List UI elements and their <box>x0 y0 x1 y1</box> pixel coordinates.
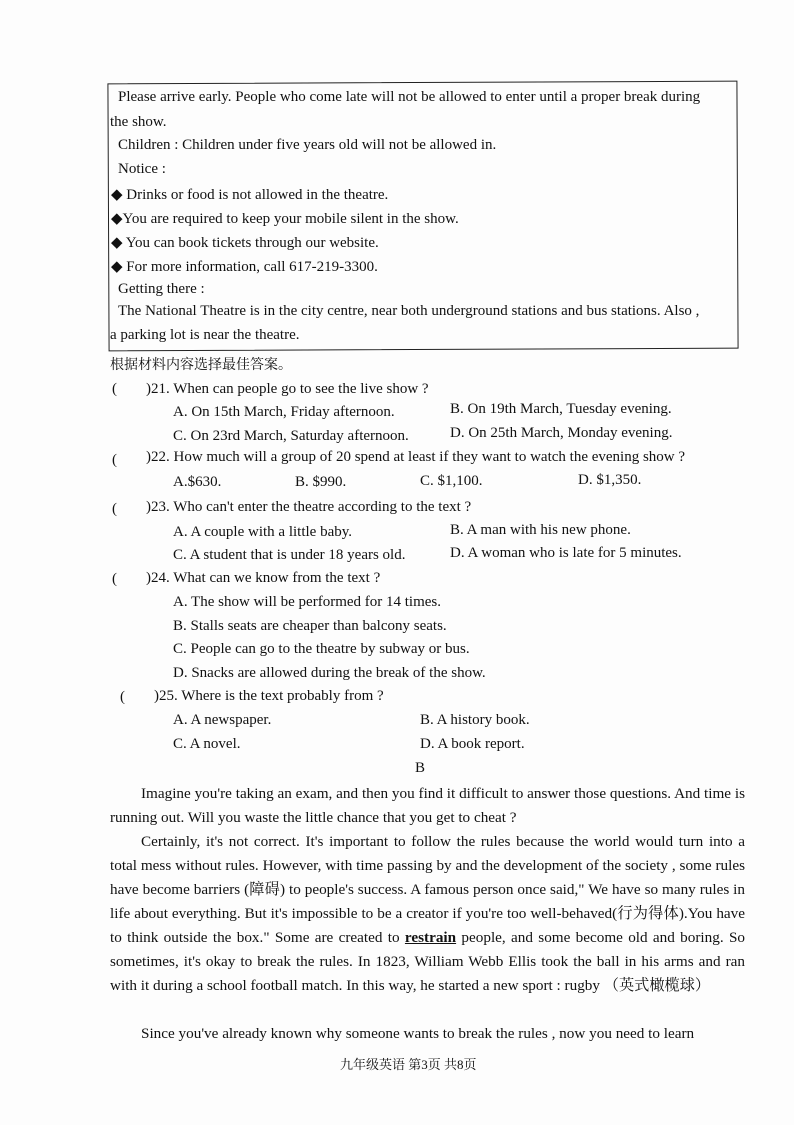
box-line: Notice : <box>118 161 166 177</box>
answer-paren[interactable]: ( <box>112 452 117 468</box>
option: D. On 25th March, Monday evening. <box>450 425 673 441</box>
option: B. On 19th March, Tuesday evening. <box>450 401 672 417</box>
underlined-word: restrain <box>404 929 457 946</box>
box-line: Please arrive early. People who come late will not be allowed to enter until a proper break during <box>118 89 701 105</box>
option: A.$630. <box>173 474 222 490</box>
option: D. Snacks are allowed during the break of the show. <box>173 665 486 681</box>
answer-paren[interactable]: ( <box>112 381 117 397</box>
option: A. A couple with a little baby. <box>173 524 352 540</box>
answer-paren[interactable]: ( <box>112 501 117 517</box>
answer-paren[interactable]: ( <box>120 689 125 705</box>
question-stem: )22. How much will a group of 20 spend at least if they want to watch the evening show ? <box>146 449 686 465</box>
option: A. On 15th March, Friday afternoon. <box>173 404 395 420</box>
option: D. A woman who is late for 5 minutes. <box>450 545 682 561</box>
option: C. A novel. <box>173 736 241 752</box>
instruction: 根据材料内容选择最佳答案。 <box>110 358 292 373</box>
page-footer: 九年级英语 第3页 共8页 <box>340 1057 477 1072</box>
paragraph-text: Certainly, it's not correct. It's important to follow the rules because the world would turn into a total mess without rules. However, with time passing by and the development of the society , some rules have become barriers (障碍) to people's success. A famous person once said," We have so many rules in life about everything. But it's impossible to be a creator if you're too well-behaved(行为得体).You have to think outside the box." Some are created to <box>110 833 745 946</box>
box-line: The National Theatre is in the city centre, near both underground stations and bus stations. Also , <box>118 303 700 319</box>
paragraph: Since you've already known why someone wants to break the rules , now you need to learn <box>141 1025 695 1042</box>
option: A. A newspaper. <box>173 712 272 728</box>
option: B. $990. <box>295 474 347 490</box>
paragraph: Imagine you're taking an exam, and then you find it difficult to answer those questions. And time is running out. Will you waste the little chance that you get to cheat ? <box>110 785 745 826</box>
option: C. On 23rd March, Saturday afternoon. <box>173 428 409 444</box>
box-line: the show. <box>110 114 167 130</box>
option: B. A man with his new phone. <box>450 522 631 538</box>
paragraph <box>110 830 745 998</box>
box-line: Children : Children under five years old will not be allowed in. <box>118 137 497 153</box>
box-line: a parking lot is near the theatre. <box>110 327 300 343</box>
option: A. The show will be performed for 14 times. <box>173 594 442 610</box>
box-line: Getting there : <box>118 281 205 297</box>
option: B. Stalls seats are cheaper than balcony seats. <box>173 618 447 634</box>
question-stem: )21. When can people go to see the live show ? <box>146 381 429 397</box>
question-stem: )25. Where is the text probably from ? <box>154 688 384 704</box>
box-line: ◆You are required to keep your mobile silent in the show. <box>111 211 459 227</box>
option: D. $1,350. <box>578 472 642 488</box>
answer-paren[interactable]: ( <box>112 571 117 587</box>
paragraph-text: people, and some become old and boring. So sometimes, it's okay to break the rules. In 1823, William Webb Ellis took the ball in his arms and ran with it during a school football match. In this way, he started a new sport : rugby （英式橄榄球） <box>110 929 745 994</box>
option: C. $1,100. <box>420 473 483 489</box>
box-line: ◆ Drinks or food is not allowed in the theatre. <box>111 187 389 203</box>
option: C. A student that is under 18 years old. <box>173 547 406 563</box>
question-stem: )24. What can we know from the text ? <box>146 570 381 586</box>
section-heading: B <box>415 760 426 776</box>
option: D. A book report. <box>420 736 525 752</box>
question-stem: )23. Who can't enter the theatre according to the text ? <box>146 499 472 515</box>
option: B. A history book. <box>420 712 530 728</box>
box-line: ◆ For more information, call 617-219-3300. <box>111 259 378 275</box>
option: C. People can go to the theatre by subway or bus. <box>173 641 470 657</box>
box-line: ◆ You can book tickets through our website. <box>111 235 379 251</box>
